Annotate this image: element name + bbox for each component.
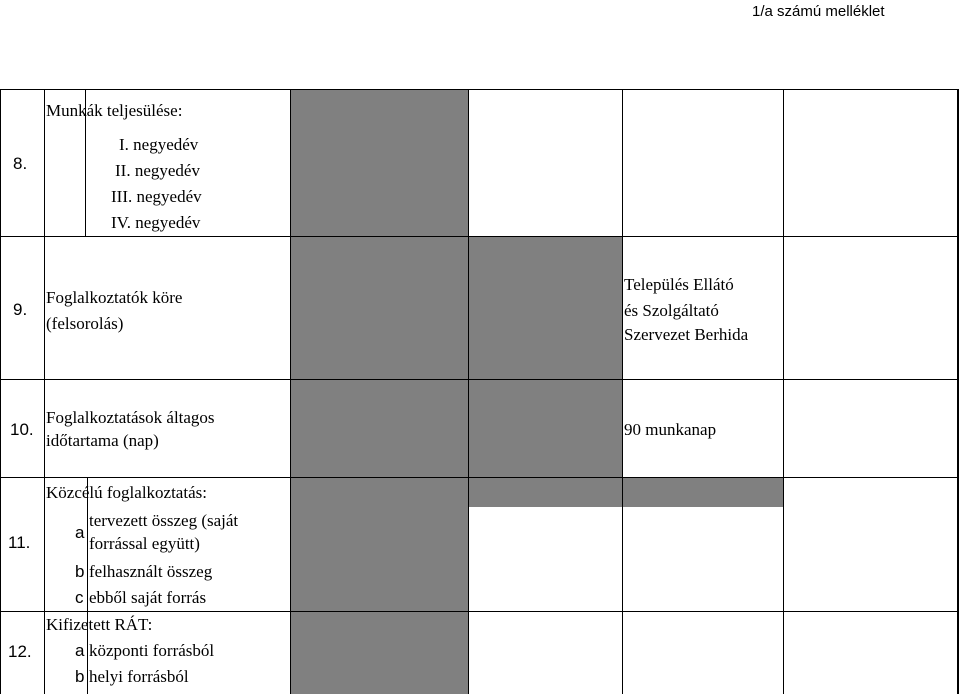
rule-num-col bbox=[44, 89, 45, 694]
grey-cell-r11-title bbox=[291, 478, 783, 507]
grey-cell-r8-c4 bbox=[291, 90, 468, 237]
row-11-b-letter: b bbox=[75, 562, 85, 581]
row-9-number: 9. bbox=[13, 300, 28, 319]
row-12-title: Kifizetett RÁT: bbox=[46, 615, 153, 634]
grey-cell-r10-c4 bbox=[291, 380, 468, 478]
annex-label: 1/a számú melléklet bbox=[752, 3, 885, 20]
rule-r8-r9 bbox=[0, 236, 959, 237]
row-9-value-line2: és Szolgáltató bbox=[624, 301, 719, 320]
row-8-quarter-1: I. negyedév bbox=[119, 135, 199, 154]
row-12-a-text: központi forrásból bbox=[89, 641, 215, 660]
grey-cell-r9-c4 bbox=[291, 237, 468, 379]
row-12-b-text: helyi forrásból bbox=[89, 667, 189, 686]
rule-sub-r11 bbox=[87, 478, 88, 694]
row-9-title-line1: Foglalkoztatók köre bbox=[46, 288, 183, 307]
rule-col6 bbox=[783, 89, 784, 694]
row-8-quarter-3: III. negyedév bbox=[111, 187, 202, 206]
rule-r9-r10 bbox=[0, 379, 959, 380]
row-9-value-line3: Szervezet Berhida bbox=[624, 325, 749, 344]
row-8-title: Munkák teljesülése: bbox=[46, 101, 183, 120]
row-8-quarter-4: IV. negyedév bbox=[111, 213, 201, 232]
rule-left bbox=[0, 89, 1, 694]
row-11-a-line2: forrással együtt) bbox=[89, 534, 200, 553]
row-11-c-text: ebből saját forrás bbox=[89, 588, 207, 607]
row-12-b-letter: b bbox=[75, 667, 85, 686]
row-11-b-text: felhasznált összeg bbox=[89, 562, 213, 581]
rule-col4 bbox=[468, 89, 469, 694]
row-9-value-line1: Település Ellátó bbox=[624, 275, 734, 294]
row-8-number: 8. bbox=[13, 154, 28, 173]
row-11-title: Közcélú foglalkoztatás: bbox=[46, 483, 207, 502]
row-10-number: 10. bbox=[10, 420, 34, 439]
grey-cell-r10-c5 bbox=[469, 380, 623, 478]
rule-top bbox=[0, 89, 959, 90]
row-11-c-letter: c bbox=[75, 588, 84, 607]
row-11-a-line1: tervezett összeg (saját bbox=[89, 511, 239, 530]
row-10-title-line2: időtartama (nap) bbox=[46, 431, 159, 450]
grey-cell-r9-c5 bbox=[469, 237, 623, 379]
rule-col3 bbox=[290, 89, 291, 694]
row-10-value: 90 munkanap bbox=[624, 420, 717, 439]
row-11-a-letter: a bbox=[75, 523, 85, 542]
rule-r10-r11 bbox=[0, 477, 959, 478]
grey-cell-r11-c4 bbox=[291, 507, 468, 694]
row-12-number: 12. bbox=[8, 642, 32, 661]
row-9-title-line2: (felsorolás) bbox=[46, 314, 124, 333]
row-8-quarter-2: II. negyedév bbox=[115, 161, 200, 180]
rule-col5 bbox=[622, 89, 623, 694]
row-10-title-line1: Foglalkoztatások áltagos bbox=[46, 408, 215, 427]
row-11-number: 11. bbox=[8, 533, 31, 552]
row-12-a-letter: a bbox=[75, 641, 85, 660]
